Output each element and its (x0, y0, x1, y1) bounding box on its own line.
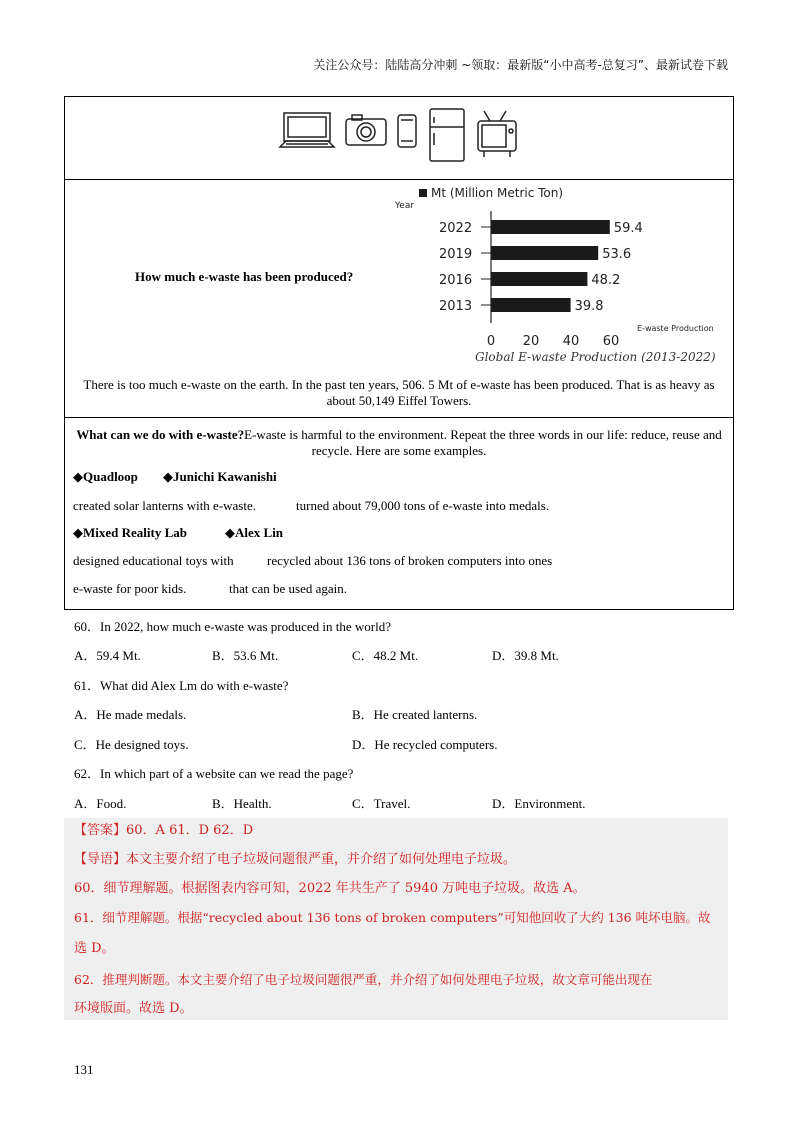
tv-icon (478, 111, 516, 157)
question-62: 62．In which part of a website can we read the page? (74, 766, 354, 781)
q60-option-d: D．39.8 Mt. (492, 648, 559, 663)
y-tick-label: 2022 (439, 221, 473, 236)
y-tick-label: 2016 (439, 273, 473, 288)
devices-section (65, 97, 733, 180)
chart-title: Global E-waste Production (2013-2022) (475, 350, 716, 364)
refrigerator-icon (430, 109, 464, 161)
q62-option-a: A．Food. (74, 796, 127, 811)
bar (491, 246, 598, 260)
article-box (64, 96, 734, 610)
page-number: 131 (74, 1062, 94, 1077)
q61-option-a: A．He made medals. (74, 707, 187, 722)
what-text: E-waste is harmful to the environment. Repeat the three words in our life: reduce, reuse and recycle. Here are some examples. (244, 427, 722, 458)
page-header: 关注公众号：陆陆高分冲刺 ~领取：最新版“小中高考-总复习”、最新试卷下载 (313, 58, 728, 72)
example-text-row-2 (73, 553, 553, 569)
example-mixed-reality-name: ◆Mixed Reality Lab (73, 525, 187, 540)
q61-option-c: C．He designed toys. (74, 737, 189, 752)
answer-61-explanation: 61．细节理解题。根据“recycled about 136 tons of broken computers”可知他回收了大约 136 吨坏电脑。故 (74, 910, 711, 925)
phone-icon (398, 115, 416, 147)
x-tick-label: 20 (522, 334, 540, 349)
example-alex-lin-name: ◆Alex Lin (225, 525, 284, 540)
bar (491, 272, 587, 286)
examples-section (65, 417, 733, 609)
answer-62-explanation-cont: 环境版面。故选 D。 (74, 1001, 193, 1016)
laptop-icon (280, 113, 334, 147)
question-60: 60．In 2022, how much e-waste was produced in the world? (74, 619, 391, 634)
example-kawanishi-text: turned about 79,000 tons of e-waste into medals. (296, 498, 550, 513)
example-text-row-1 (73, 498, 550, 514)
q60-option-a: A．59.4 Mt. (74, 648, 141, 663)
chart-question: How much e-waste has been produced? (135, 269, 354, 284)
q62-option-d: D．Environment. (492, 796, 586, 811)
x-tick-label: 0 (486, 334, 496, 349)
camera-icon (346, 115, 386, 145)
bar-value-label: 53.6 (602, 247, 632, 262)
legend-label: Mt (Million Metric Ton) (431, 186, 564, 200)
bar (491, 220, 610, 234)
example-alex-lin-text-b: that can be used again. (229, 581, 348, 596)
answer-intro: 【导语】本文主要介绍了电子垃圾问题很严重，并介绍了如何处理电子垃圾。 (74, 852, 517, 867)
y-axis-title: Year (395, 201, 415, 211)
q62-option-c: C．Travel. (352, 796, 411, 811)
bar (491, 298, 571, 312)
legend-swatch (419, 189, 427, 197)
what-heading: What can we do with e-waste? (76, 427, 245, 442)
answer-key: 【答案】60．A 61．D 62．D (74, 823, 254, 838)
q60-option-c: C．48.2 Mt. (352, 648, 419, 663)
example-alex-lin-text-a: recycled about 136 tons of broken computers into ones (267, 553, 553, 568)
q61-option-d: D．He recycled computers. (352, 737, 498, 752)
example-text-row-3 (73, 581, 348, 597)
x-axis-title: E-waste Production (637, 324, 714, 333)
question-61: 61．What did Alex Lm do with e-waste? (74, 678, 289, 693)
ewaste-bar-chart (355, 183, 716, 375)
chart-caption: There is too much e-waste on the earth. In the past ten years, 506. 5 Mt of e-waste has been produced. That is as heavy as about 50,149 Eiffel Towers. (83, 377, 715, 408)
q62-option-b: B．Health. (212, 796, 272, 811)
bar-value-label: 48.2 (591, 273, 621, 288)
y-tick-label: 2013 (439, 299, 473, 314)
bar-value-label: 59.4 (613, 221, 643, 236)
example-mixed-reality-text-a: designed educational toys with (73, 553, 234, 568)
answer-60-explanation: 60．细节理解题。根据图表内容可知，2022 年共生产了 5940 万吨电子垃圾。故选 A。 (74, 881, 586, 896)
bar-value-label: 39.8 (574, 299, 604, 314)
example-quadloop-name: ◆Quadloop (73, 469, 138, 484)
what-paragraph (75, 427, 723, 459)
example-kawanishi-name: ◆Junichi Kawanishi (163, 469, 277, 484)
answer-62-explanation: 62．推理判断题。本文主要介绍了电子垃圾问题很严重，并介绍了如何处理电子垃圾，故文章可能出现在 (74, 972, 653, 987)
q61-option-b: B．He created lanterns. (352, 707, 478, 722)
electronic-devices-illustration (280, 107, 520, 165)
example-names-row-2 (73, 525, 284, 541)
example-quadloop-text: created solar lanterns with e-waste. (73, 498, 257, 513)
x-tick-label: 40 (562, 334, 580, 349)
x-tick-label: 60 (602, 334, 620, 349)
example-names-row-1 (73, 469, 277, 485)
ewaste-chart-section (65, 179, 733, 418)
answer-explanation-box (64, 818, 728, 1020)
example-mixed-reality-text-b: e-waste for poor kids. (73, 581, 187, 596)
q60-option-b: B．53.6 Mt. (212, 648, 279, 663)
y-tick-label: 2019 (439, 247, 473, 262)
answer-61-explanation-cont: 选 D。 (74, 941, 115, 956)
